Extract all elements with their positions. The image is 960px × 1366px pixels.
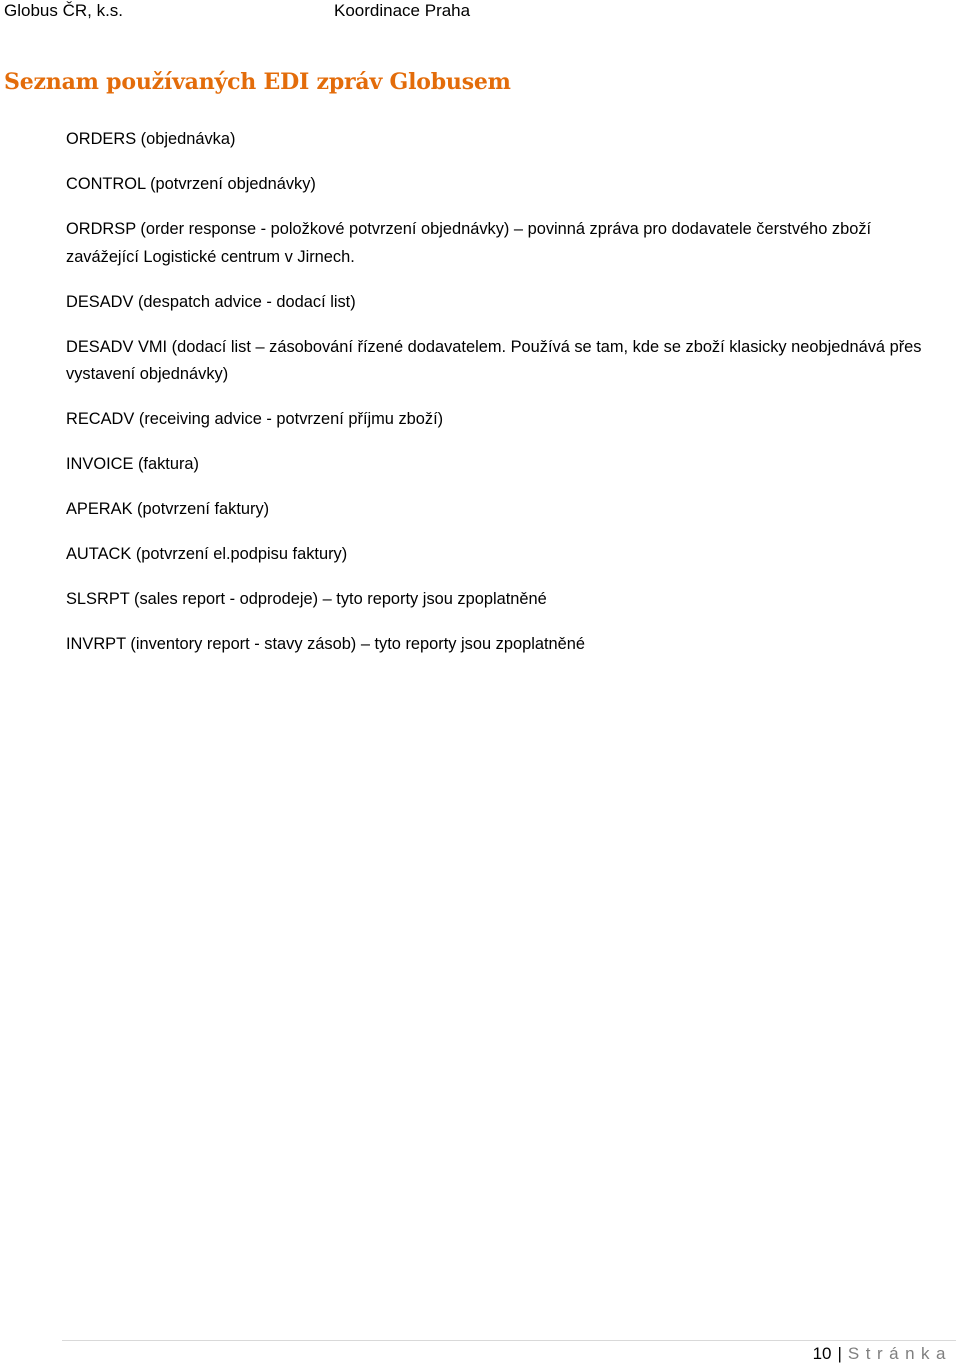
list-item-control: CONTROL (potvrzení objednávky) — [66, 175, 316, 193]
list-item-autack: AUTACK (potvrzení el.podpisu faktury) — [66, 545, 348, 563]
footer-divider — [62, 1340, 956, 1341]
page-header — [0, 0, 960, 24]
page-footer — [813, 1344, 952, 1364]
list-item-slsrpt: SLSRPT (sales report - odprodeje) – tyto reporty jsou zpoplatněné — [66, 590, 547, 608]
list-item-orders: ORDERS (objednávka) — [66, 130, 236, 148]
list-item-recadv: RECADV (receiving advice - potvrzení příjmu zboží) — [66, 410, 444, 428]
footer-separator: | — [837, 1344, 842, 1363]
document-title: Seznam používaných EDI zpráv Globusem — [4, 69, 511, 95]
list-item-desadv: DESADV (despatch advice - dodací list) — [66, 292, 356, 311]
header-location: Koordinace Praha — [334, 1, 471, 20]
edi-message-list — [66, 126, 934, 676]
list-item-invrpt: INVRPT (inventory report - stavy zásob) – tyto reporty jsou zpoplatněné — [66, 635, 585, 653]
list-item-invoice: INVOICE (faktura) — [66, 455, 199, 473]
list-item-aperak: APERAK (potvrzení faktury) — [66, 500, 270, 518]
header-company: Globus ČR, k.s. — [4, 1, 124, 20]
list-item-desadv-vmi: DESADV VMI (dodací list – zásobování řízené dodavatelem. Používá se tam, kde se zboží klasicky neobjednává přes vystavení objednávky) — [66, 337, 922, 383]
page-number: 10 — [812, 1344, 832, 1363]
page-label: Stránka — [847, 1344, 952, 1363]
list-item-ordrsp: ORDRSP (order response - položkové potvrzení objednávky) – povinná zpráva pro dodavatele čerstvého zboží zavážející Logistické centrum v Jirnech. — [66, 220, 872, 266]
